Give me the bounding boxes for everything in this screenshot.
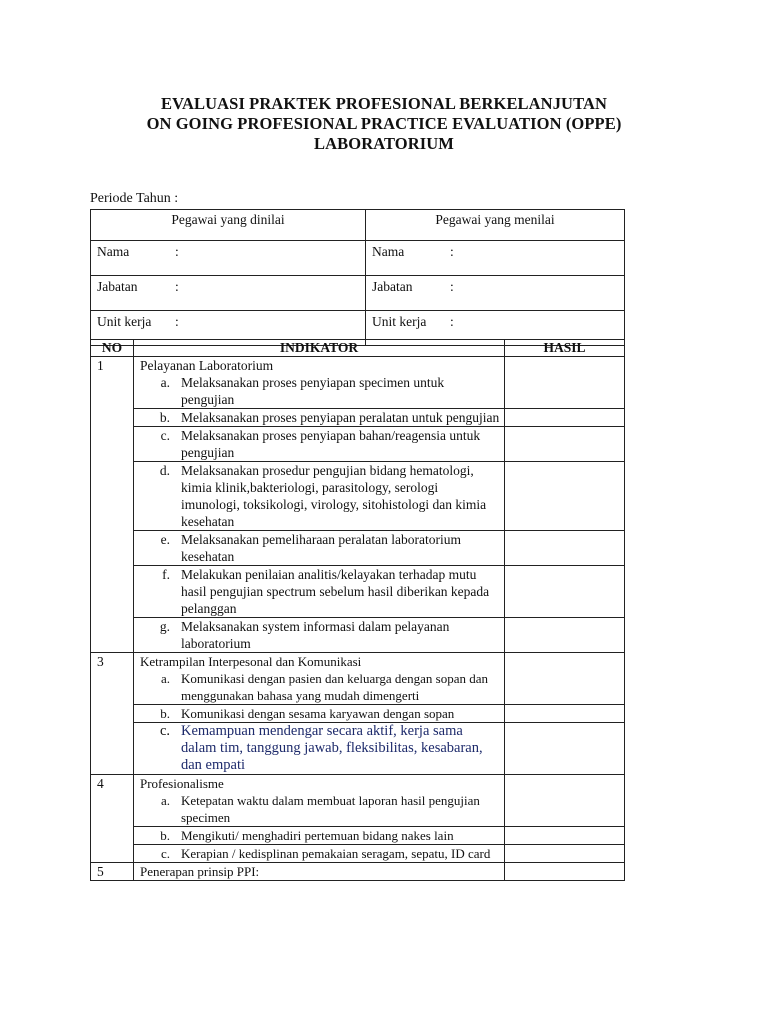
indicator-cell [134, 427, 505, 462]
indicator-cell [134, 863, 505, 881]
item-marker: c. [160, 428, 170, 443]
indicator-row [91, 462, 625, 531]
item-text: Mengikuti/ menghadiri pertemuan bidang nakes lain [181, 828, 454, 843]
document-title [0, 94, 768, 154]
item-text: Komunikasi dengan pasien dan keluarga dengan sopan dan menggunakan bahasa yang mudah dimengerti [181, 671, 488, 703]
section-number: 4 [91, 775, 134, 863]
assessee-jabatan-field[interactable] [91, 276, 366, 311]
indicator-row [91, 531, 625, 566]
indicator-row [91, 566, 625, 618]
section-title: Profesionalisme [140, 776, 224, 791]
item-text: Melaksanakan proses penyiapan bahan/reagensia untuk pengujian [181, 428, 481, 460]
hasil-cell[interactable] [505, 531, 625, 566]
indicator-header-row [91, 340, 625, 357]
assessor-jabatan-field[interactable] [366, 276, 625, 311]
hasil-cell[interactable] [505, 863, 625, 881]
section-title: Pelayanan Laboratorium [140, 358, 274, 373]
item-marker: d. [159, 463, 170, 478]
indicator-item [134, 827, 504, 844]
field-label: Jabatan [97, 279, 138, 294]
field-separator: : [450, 314, 454, 329]
section-number: 3 [91, 653, 134, 775]
hasil-header: HASIL [505, 340, 625, 357]
field-separator: : [175, 244, 179, 259]
indicator-item [134, 723, 504, 774]
item-text: Melaksanakan system informasi dalam pelayanan laboratorium [181, 619, 450, 651]
field-separator: : [450, 244, 454, 259]
assessee-name-field[interactable] [91, 241, 366, 276]
assessor-name-field[interactable] [366, 241, 625, 276]
indicator-row [91, 775, 625, 827]
field-separator: : [175, 314, 179, 329]
periode-label: Periode Tahun : [90, 191, 179, 206]
item-marker: a. [160, 793, 170, 808]
hasil-cell[interactable] [505, 705, 625, 723]
indicator-item [134, 566, 504, 617]
indicator-cell [134, 618, 505, 653]
indicator-row [91, 705, 625, 723]
item-text: Melaksanakan pemeliharaan peralatan laboratorium kesehatan [181, 532, 461, 564]
section-number: 5 [91, 863, 134, 881]
item-text: Melaksanakan proses penyiapan peralatan untuk pengujian [181, 410, 500, 425]
no-header: NO [91, 340, 134, 357]
indicator-item [134, 618, 504, 652]
hasil-cell[interactable] [505, 775, 625, 827]
indicator-cell [134, 827, 505, 845]
identity-row [91, 241, 625, 276]
indicator-table [90, 339, 625, 881]
indicator-item [134, 670, 504, 704]
field-separator: : [175, 279, 179, 294]
indikator-header: INDIKATOR [134, 340, 505, 357]
item-marker: e. [160, 532, 170, 547]
indicator-row [91, 653, 625, 705]
indicator-row [91, 618, 625, 653]
hasil-cell[interactable] [505, 462, 625, 531]
indicator-cell [134, 409, 505, 427]
title-line-3: LABORATORIUM [314, 134, 454, 153]
hasil-cell[interactable] [505, 723, 625, 775]
item-text: Melaksanakan prosedur pengujian bidang hematologi, kimia klinik,bakteriologi, parasitology, serologi imunologi, toksikologi, virology, sitohistologi dan kimia kesehatan [181, 463, 487, 529]
hasil-cell[interactable] [505, 409, 625, 427]
indicator-cell [134, 705, 505, 723]
hasil-cell[interactable] [505, 566, 625, 618]
indicator-row [91, 863, 625, 881]
identity-table [90, 209, 625, 346]
field-label: Jabatan [372, 279, 413, 294]
item-marker: b. [159, 410, 170, 425]
title-line-2: ON GOING PROFESIONAL PRACTICE EVALUATION (OPPE) [146, 114, 622, 133]
identity-row [91, 276, 625, 311]
hasil-cell[interactable] [505, 845, 625, 863]
indicator-row [91, 723, 625, 775]
indicator-item [134, 427, 504, 461]
field-label: Nama [372, 244, 405, 259]
indicator-cell [134, 531, 505, 566]
indicator-cell [134, 845, 505, 863]
assessor-header: Pegawai yang menilai [366, 210, 625, 241]
indicator-row [91, 427, 625, 462]
indicator-item [134, 845, 504, 862]
item-text: Melaksanakan proses penyiapan specimen untuk pengujian [181, 375, 445, 407]
indicator-item [134, 705, 504, 722]
hasil-cell[interactable] [505, 653, 625, 705]
item-text: Ketepatan waktu dalam membuat laporan hasil pengujian specimen [181, 793, 480, 825]
indicator-cell [134, 775, 505, 827]
indicator-row [91, 827, 625, 845]
section-number: 1 [91, 357, 134, 653]
item-text: Komunikasi dengan sesama karyawan dengan sopan [181, 706, 455, 721]
indicator-cell [134, 653, 505, 705]
item-marker: c. [160, 846, 170, 861]
field-label: Unit kerja [97, 314, 152, 329]
item-marker: a. [160, 375, 170, 390]
field-separator: : [450, 279, 454, 294]
indicator-row [91, 409, 625, 427]
field-label: Unit kerja [372, 314, 427, 329]
indicator-cell [134, 566, 505, 618]
item-text: Kerapian / kedisplinan pemakaian seragam, sepatu, ID card [181, 846, 491, 861]
field-label: Nama [97, 244, 130, 259]
section-title: Penerapan prinsip PPI: [140, 864, 260, 879]
item-marker: c. [159, 723, 170, 739]
item-marker: b. [160, 706, 170, 721]
indicator-item [134, 792, 504, 826]
hasil-cell[interactable] [505, 618, 625, 653]
assessee-header: Pegawai yang dinilai [91, 210, 366, 241]
item-marker: g. [159, 619, 170, 634]
hasil-cell[interactable] [505, 357, 625, 409]
indicator-cell [134, 357, 505, 409]
item-marker: a. [160, 671, 170, 686]
section-title: Ketrampilan Interpesonal dan Komunikasi [140, 654, 362, 669]
item-text: Kemampuan mendengar secara aktif, kerja sama dalam tim, tanggung jawab, fleksibilitas, kesabaran, dan empati [181, 723, 483, 773]
item-marker: b. [160, 828, 170, 843]
item-marker: f. [162, 567, 170, 582]
indicator-cell [134, 462, 505, 531]
indicator-cell [134, 723, 505, 775]
item-text: Melakukan penilaian analitis/kelayakan terhadap mutu hasil pengujian spectrum sebelum hasil diberikan kepada pelanggan [181, 567, 490, 616]
indicator-item [134, 462, 504, 530]
title-line-1: EVALUASI PRAKTEK PROFESIONAL BERKELANJUTAN [161, 94, 607, 113]
indicator-item [134, 374, 504, 408]
indicator-item [134, 409, 504, 426]
identity-header-row [91, 210, 625, 241]
indicator-row [91, 357, 625, 409]
hasil-cell[interactable] [505, 427, 625, 462]
indicator-item [134, 531, 504, 565]
indicator-row [91, 845, 625, 863]
hasil-cell[interactable] [505, 827, 625, 845]
